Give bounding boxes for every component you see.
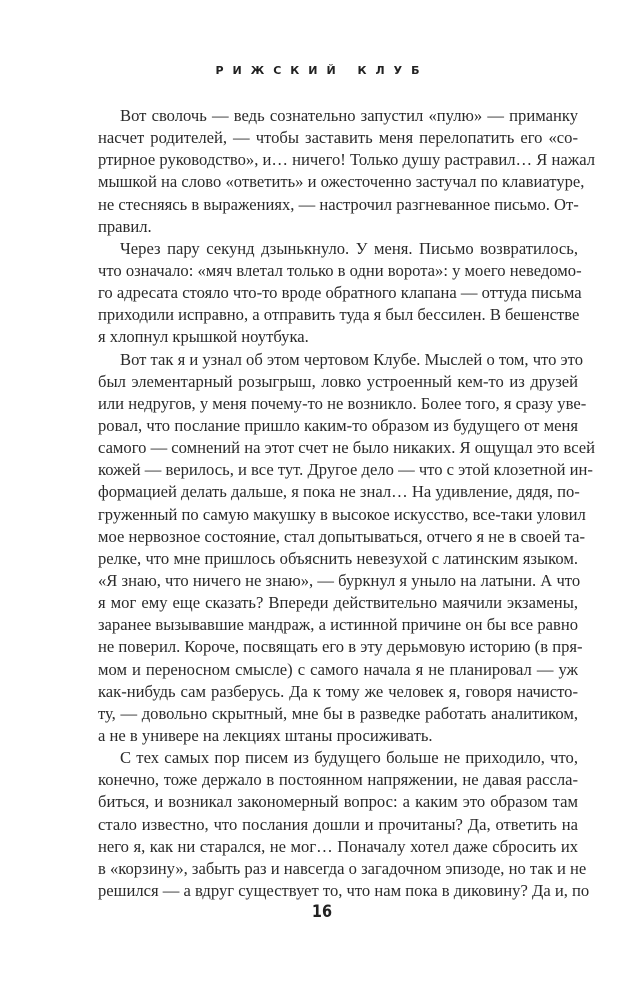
text-line: стало известно, что послания дошли и прочитаны? Да, ответить на <box>98 814 578 834</box>
text-line: Через пару секунд дзынькнуло. У меня. Письмо возвратилось, <box>120 238 578 258</box>
paragraph <box>98 238 582 349</box>
text-line: правил. <box>98 216 152 236</box>
page-number: 16 <box>311 902 333 922</box>
text-line: не стесняясь в выражениях, — настрочил разгневанное письмо. От- <box>98 194 579 214</box>
text-line: мое нервозное состояние, стал допытываться, отчего я не в своей та- <box>98 526 585 546</box>
text-line: кожей — верилось, и все тут. Другое дело — что с этой клозетной ин- <box>98 460 593 480</box>
text-line: не поверил. Короче, посвящать его в эту дерьмовую историю (в пря- <box>98 637 583 657</box>
text-line: заранее вызывавшие мандраж, а истинной причине он бы все равно <box>98 615 578 635</box>
text-line: приходили исправно, а отправить туда я был бессилен. В бешенстве <box>98 305 580 325</box>
text-line: релке, что мне пришлось объяснить невезухой с латинским языком. <box>98 548 578 568</box>
text-line: Вот так я и узнал об этом чертовом Клубе. Мыслей о том, что это <box>120 349 583 369</box>
text-line: мом и переносном смысле) с самого начала я не планировал — уж <box>98 659 578 679</box>
paragraph <box>98 105 596 238</box>
text-line: как-нибудь сам разберусь. Да к тому же человек я, говоря начисто- <box>98 681 578 701</box>
text-line: него я, как ни старался, не мог… Поначалу хотел даже сбросить их <box>98 836 578 856</box>
text-line: что означало: «мяч влетал только в одни ворота»: у моего неведомо- <box>98 260 582 280</box>
text-line: формацией делать дальше, я пока не знал… На удивление, дядя, по- <box>98 482 580 502</box>
text-line: решился — а вдруг существует то, что нам пока в диковину? Да и, по <box>98 880 590 900</box>
text-line: «Я знаю, что ничего не знаю», — буркнул я уныло на латыни. А что <box>98 570 581 590</box>
body-text <box>98 105 596 902</box>
text-line: ртирное руководство», и… ничего! Только душу растравил… Я нажал <box>98 150 596 170</box>
text-line: был элементарный розыгрыш, ловко устроенный кем-то из друзей <box>98 371 578 391</box>
text-line: в «корзину», забыть раз и навсегда о загадочном эпизоде, но так и не <box>98 858 587 878</box>
running-head: РИЖСКИЙ КЛУБ <box>215 64 429 77</box>
text-line: я хлопнул крышкой ноутбука. <box>98 327 309 347</box>
text-line: конечно, тоже держало в постоянном напряжении, не давая рассла- <box>98 770 578 790</box>
text-line: а не в универе на лекциях штаны просиживать. <box>98 725 433 745</box>
text-line: мышкой на слово «ответить» и ожесточенно застучал по клавиатуре, <box>98 172 585 192</box>
text-line: самого — сомнений на этот счет не было никаких. Я ощущал это всей <box>98 438 596 458</box>
paragraph <box>98 747 590 902</box>
text-line: биться, и возникал закономерный вопрос: а каким это образом там <box>98 792 578 812</box>
text-line: ровал, что послание пришло каким-то образом из будущего от меня <box>98 415 578 435</box>
text-line: я мог ему еще сказать? Впереди действительно маячили экзамены, <box>98 593 578 613</box>
text-line: или недругов, у меня почему-то не возникло. Более того, я сразу уве- <box>98 393 587 413</box>
text-line: ту, — довольно скрытный, мне бы в разведке работать аналитиком, <box>98 703 578 723</box>
text-line: груженный по самую макушку в высокое искусство, все-таки уловил <box>98 504 586 524</box>
text-line: го адресата стояло что-то вроде обратного клапана — оттуда письма <box>98 283 582 303</box>
text-line: С тех самых пор писем из будущего больше не приходило, что, <box>120 748 578 768</box>
paragraph <box>98 349 596 748</box>
text-line: Вот сволочь — ведь сознательно запустил «пулю» — приманку <box>120 106 578 125</box>
text-line: насчет родителей, — чтобы заставить меня перелопатить его «со- <box>98 128 578 148</box>
